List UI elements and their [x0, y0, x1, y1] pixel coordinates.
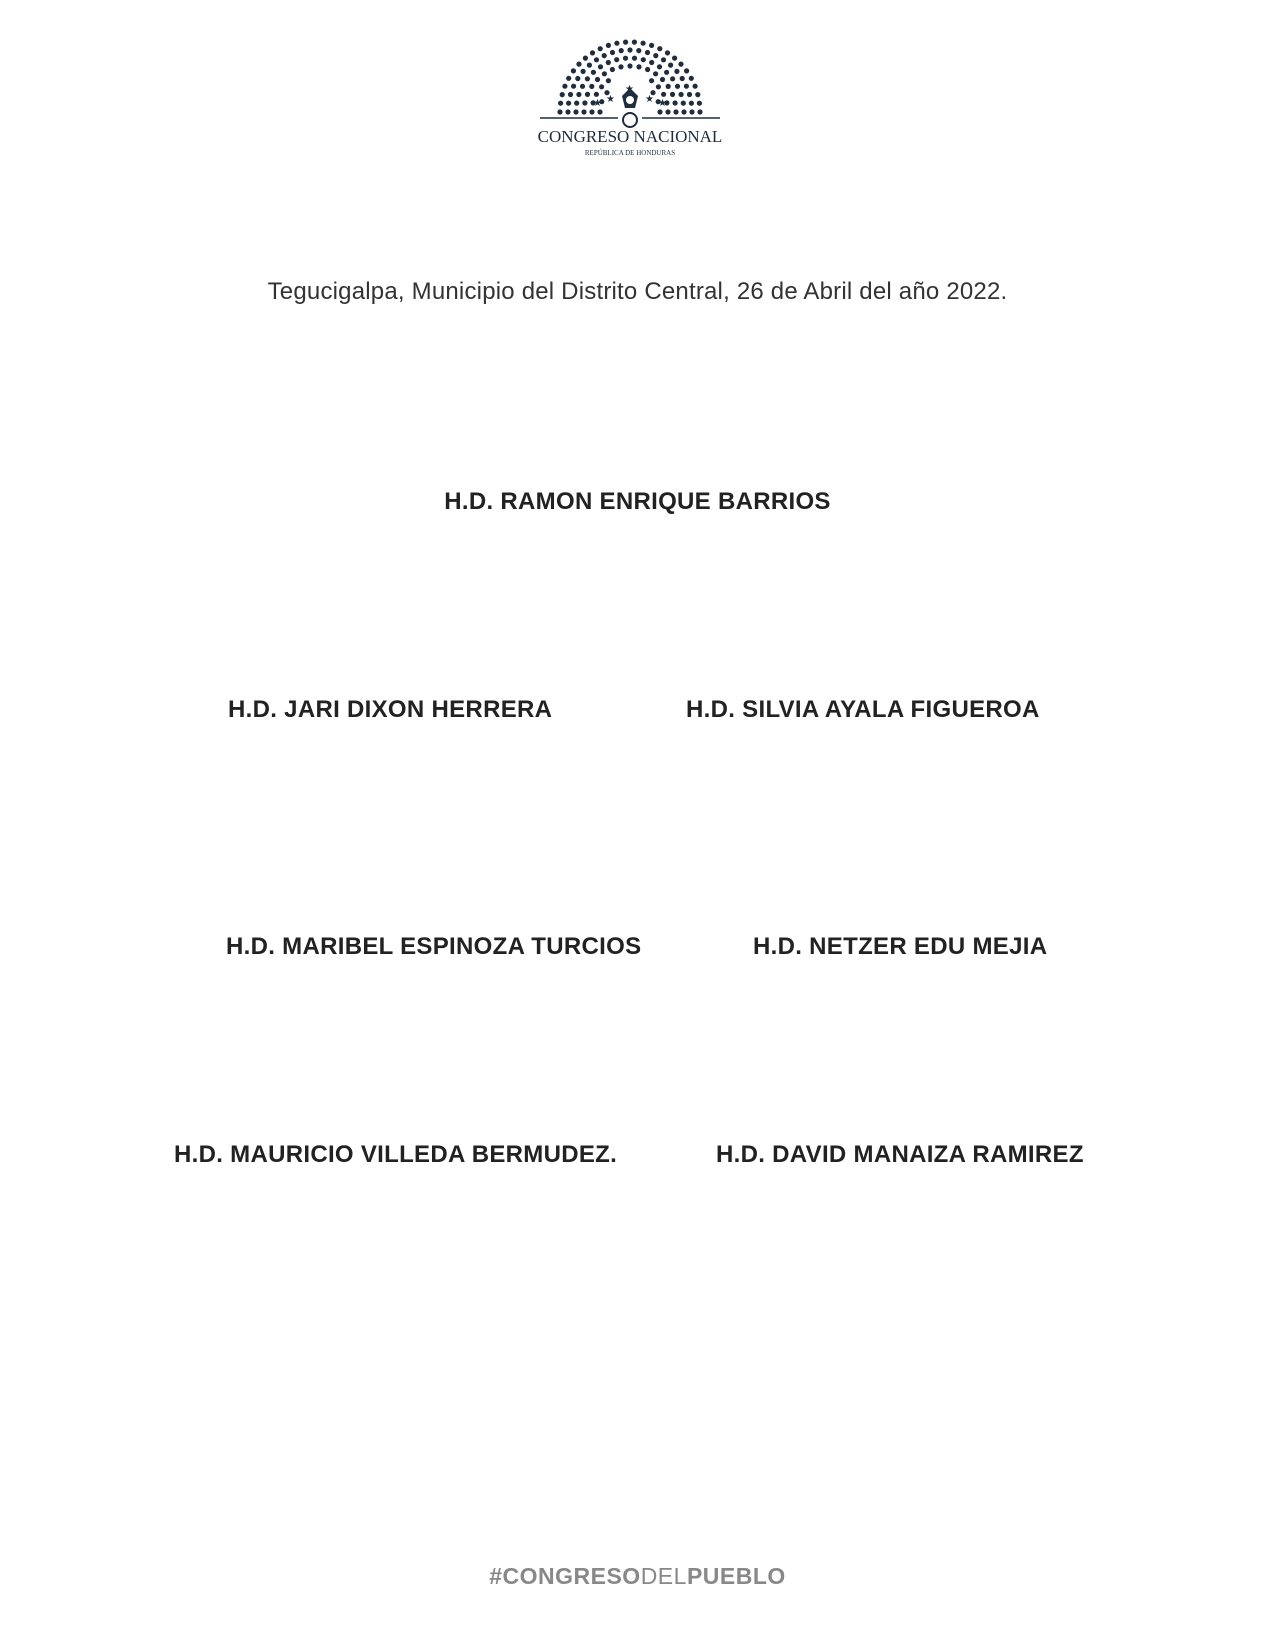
svg-text:★: ★: [625, 84, 634, 95]
logo-title: CONGRESO NACIONAL: [537, 127, 723, 146]
seat-dot: [581, 109, 586, 114]
seat-dot: [687, 92, 692, 97]
seat-dot: [670, 76, 675, 81]
seat-dot: [672, 56, 677, 61]
seat-dot: [689, 109, 694, 114]
seat-dot: [599, 84, 604, 89]
signatory-row3-right: H.D. NETZER EDU MEJIA: [753, 933, 1048, 960]
seat-dot: [560, 92, 565, 97]
seat-dot: [649, 78, 654, 83]
svg-text:★: ★: [593, 98, 602, 109]
seat-dot: [641, 57, 646, 62]
seat-dot: [657, 64, 662, 69]
seat-dot: [641, 41, 646, 46]
seat-dot: [568, 92, 573, 97]
seat-dot: [581, 69, 586, 74]
seat-dot: [661, 92, 666, 97]
seat-dot: [590, 50, 595, 55]
seat-dot: [632, 56, 637, 61]
seat-dot: [670, 92, 675, 97]
seat-dot: [614, 57, 619, 62]
seat-dot: [566, 76, 571, 81]
seat-dot: [598, 46, 603, 51]
seat-dot: [653, 71, 658, 76]
seat-dot: [632, 40, 637, 45]
hashtag-part-congreso: #CONGRESO: [489, 1563, 641, 1589]
signatory-row2-right: H.D. SILVIA AYALA FIGUEROA: [686, 696, 1040, 723]
seat-dot: [645, 67, 650, 72]
seat-dot: [602, 53, 607, 58]
seat-dot: [619, 48, 624, 53]
seat-dot: [673, 109, 678, 114]
seat-dot: [684, 68, 689, 73]
seat-dot: [661, 57, 666, 62]
signatory-row4-left: H.D. MAURICIO VILLEDA BERMUDEZ.: [174, 1141, 618, 1168]
seat-dot: [693, 84, 698, 89]
place-and-date: Tegucigalpa, Municipio del Distrito Central, 26 de Abril del año 2022.: [267, 278, 1008, 305]
seat-dot: [557, 109, 562, 114]
emblem-base-icon: [623, 113, 637, 127]
seat-dot: [636, 64, 641, 69]
seat-dot: [614, 41, 619, 46]
seat-dot: [610, 50, 615, 55]
seat-dot: [595, 77, 600, 82]
seat-dot: [674, 69, 679, 74]
seat-dot: [610, 67, 615, 72]
seat-dot: [589, 109, 594, 114]
seat-dot: [679, 92, 684, 97]
signatory-row4-right: H.D. DAVID MANAIZA RAMIREZ: [716, 1141, 1084, 1168]
seat-dot: [576, 62, 581, 67]
seat-dot: [623, 40, 628, 45]
seat-dot: [562, 84, 567, 89]
seat-dot: [606, 60, 611, 65]
seat-dot: [657, 46, 662, 51]
seat-dot: [656, 84, 661, 89]
svg-text:★: ★: [645, 94, 654, 105]
seat-dot: [660, 77, 665, 82]
seat-dot: [606, 78, 611, 83]
seat-dot: [636, 48, 641, 53]
seat-dot: [657, 109, 662, 114]
seat-dot: [653, 53, 658, 58]
seat-dot: [665, 109, 670, 114]
seat-dot: [582, 100, 587, 105]
seat-dot: [594, 92, 599, 97]
svg-text:★: ★: [606, 94, 615, 105]
logo-subtitle: REPÚBLICA DE HONDURAS: [584, 149, 676, 157]
signatory-president: H.D. RAMON ENRIQUE BARRIOS: [444, 488, 831, 515]
seat-dot: [580, 84, 585, 89]
seat-dot: [618, 64, 623, 69]
seat-dot: [680, 76, 685, 81]
seat-dot: [585, 76, 590, 81]
seat-dot: [684, 84, 689, 89]
seat-dot: [675, 84, 680, 89]
seat-dot: [587, 63, 592, 68]
seat-dot: [606, 43, 611, 48]
seat-dot: [623, 56, 628, 61]
seat-dot: [681, 101, 686, 106]
seat-dot: [678, 62, 683, 67]
seat-dot: [695, 92, 700, 97]
hemicycle-seal-icon: [530, 34, 730, 169]
seat-dot: [627, 63, 632, 68]
seat-dot: [649, 60, 654, 65]
seat-dot: [664, 70, 669, 75]
seat-dot: [565, 109, 570, 114]
seat-dot: [558, 101, 563, 106]
seat-dot: [673, 100, 678, 105]
seat-dot: [697, 101, 702, 106]
seat-dot: [583, 56, 588, 61]
seat-dot: [594, 57, 599, 62]
seat-dot: [697, 109, 702, 114]
seat-dot: [574, 101, 579, 106]
congress-logo: [530, 34, 730, 169]
seat-dot: [598, 64, 603, 69]
svg-text:★: ★: [658, 98, 667, 109]
seat-dot: [571, 68, 576, 73]
signatory-row3-left: H.D. MARIBEL ESPINOZA TURCIOS: [226, 933, 642, 960]
seat-dot: [645, 50, 650, 55]
seat-dot: [689, 76, 694, 81]
seat-dot: [597, 109, 602, 114]
seat-dot: [575, 76, 580, 81]
seat-dot: [665, 50, 670, 55]
seat-dot: [571, 84, 576, 89]
seat-dot: [573, 109, 578, 114]
seat-dot: [649, 43, 654, 48]
seat-dot: [589, 84, 594, 89]
seat-dot: [666, 84, 671, 89]
seat-dot: [668, 63, 673, 68]
hashtag-part-pueblo: PUEBLO: [686, 1563, 786, 1589]
seat-dot: [566, 101, 571, 106]
seat-dot: [681, 109, 686, 114]
seat-dot: [585, 92, 590, 97]
signatory-row2-left: H.D. JARI DIXON HERRERA: [228, 696, 553, 723]
hashtag-part-del: DEL: [640, 1563, 687, 1589]
seat-dot: [689, 101, 694, 106]
seat-dot: [602, 71, 607, 76]
seat-dot: [627, 47, 632, 52]
seat-dot: [591, 70, 596, 75]
footer-hashtag: [0, 1563, 1275, 1590]
seat-dot: [576, 92, 581, 97]
